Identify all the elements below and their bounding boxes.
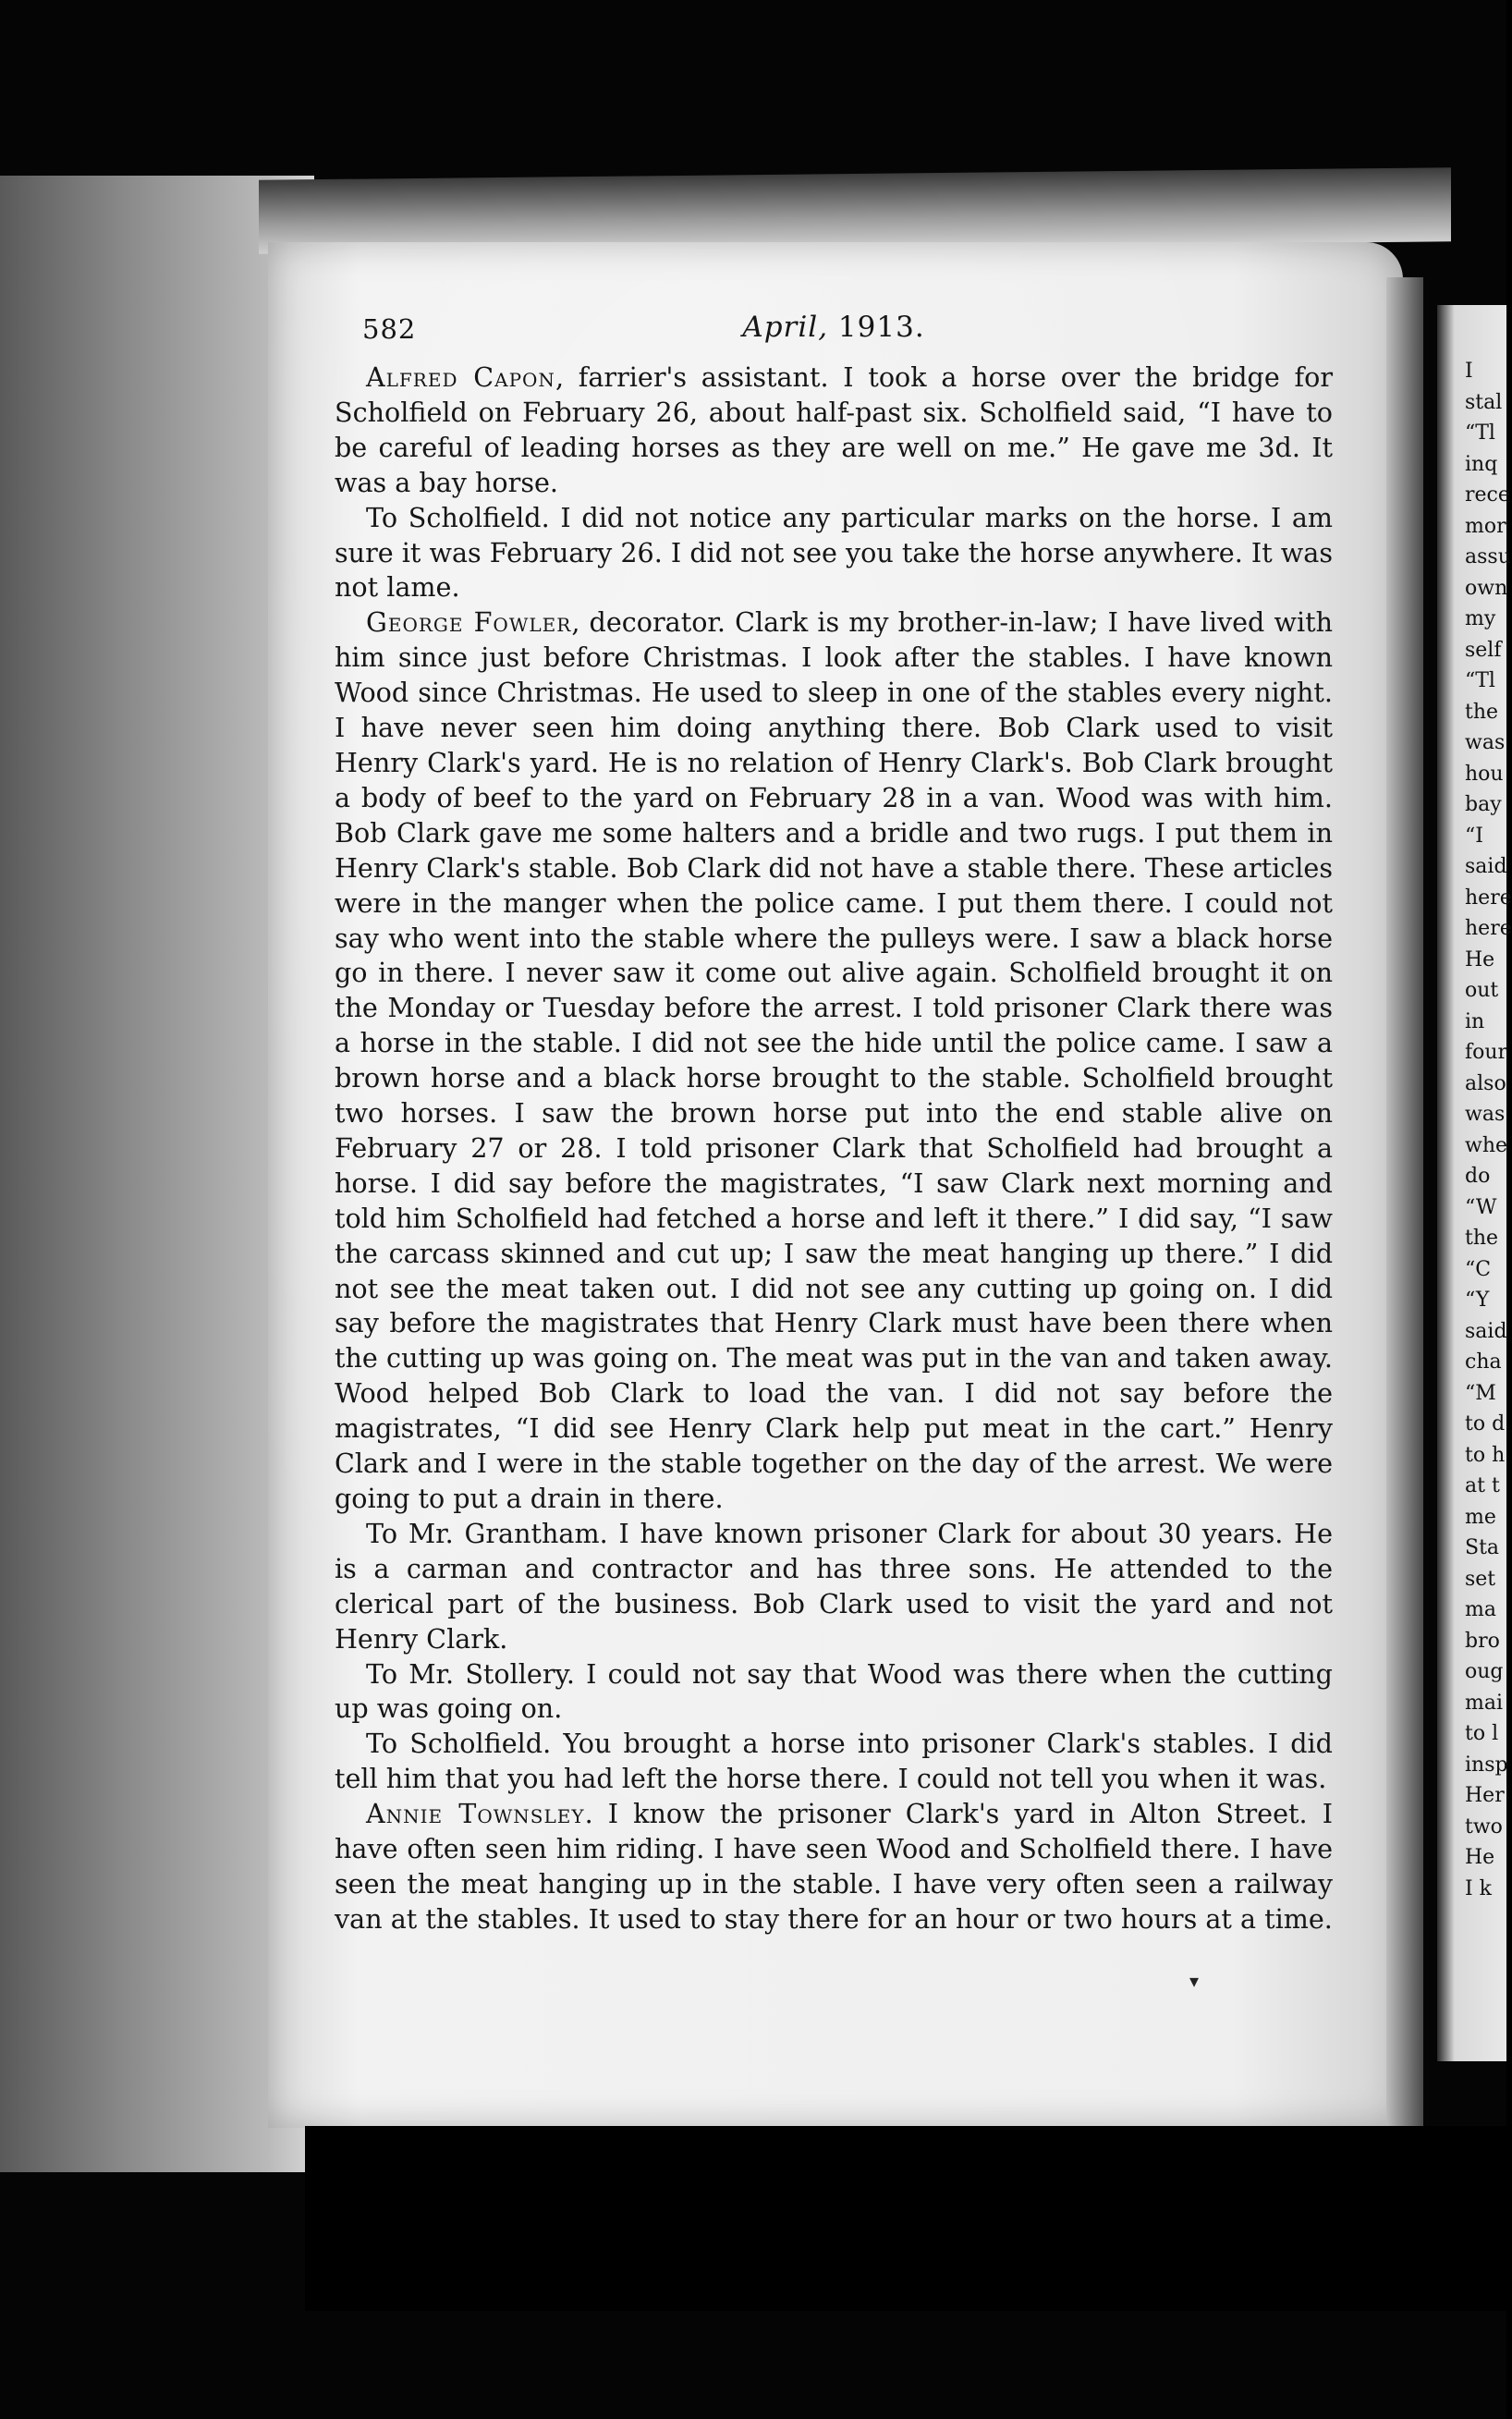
facing-page-line: inq — [1465, 452, 1498, 476]
page-header — [335, 305, 1333, 360]
facing-page-line: hou — [1465, 762, 1504, 786]
facing-page-line: the — [1465, 700, 1499, 724]
page-content — [335, 305, 1333, 1937]
facing-page-line: my — [1465, 607, 1496, 630]
facing-page-line: “C — [1465, 1257, 1492, 1281]
facing-page-line: I — [1465, 360, 1473, 383]
speaker-name: George Fowler — [366, 606, 572, 639]
facing-page-line: bro — [1465, 1629, 1500, 1653]
paragraph-text: To Scholfield. I did not notice any particular marks on the horse. I am sure it was February 26. I did not see you take the horse anywhere. It was not lame. — [335, 501, 1333, 604]
facing-page-line: set — [1465, 1567, 1496, 1591]
paragraph-to-scholfield-1 — [335, 501, 1333, 606]
page-gutter-shadow — [1386, 277, 1423, 2135]
facing-page-line: assu — [1465, 545, 1511, 568]
facing-page-line: four — [1465, 1041, 1508, 1064]
facing-page-line: two — [1465, 1814, 1503, 1839]
paragraph-capon — [335, 360, 1333, 501]
facing-page-line: me — [1465, 1505, 1496, 1529]
paragraph-to-scholfield-2 — [335, 1727, 1333, 1797]
paragraph-text: . I know the prisoner Clark's yard in Alton Street. I have often seen him riding. I have seen Wood and Scholfield there. I have seen the meat hanging up in the stable. I have very often seen a railway van at the stables. It used to stay there for an hour or two hours at a time. — [335, 1798, 1333, 1935]
facing-page-line: Sta — [1465, 1536, 1500, 1559]
running-head-year: 1913. — [837, 311, 925, 344]
paragraph-text: , decorator. Clark is my brother-in-law; I have lived with him since just before Christmas. I look after the stables. I have known Wood since Christmas. He used to sleep in one of the stables every night. I have never seen him doing anything there. Bob Clark used to visit Henry Clark's yard. He is no relation of Henry Clark's. Bob Clark brought a body of beef to the yard on February 28 in a van. Wood was with him. Bob Clark gave me some halters and a bridle and two rugs. I put them in Henry Clark's stable. Bob Clark did not have a stable there. These articles were in the manger when the police came. I put them there. I could not say who went into the stable where the pulleys were. I saw a black horse go in there. I never saw it come out alive again. Scholfield brought it on the Monday or Tuesday before the arrest. I told prisoner Clark there was a horse in the stable. I did not see the hide until the police came. I saw a brown horse and a black horse brought to the stable. Scholfield brought two horses. I saw the brown horse put into the end stable alive on February 27 or 28. I told prisoner Clark that Scholfield had brought a horse. I did say before the magistrates, “I saw Clark next morning and told him Scholfield had fetched a horse and left it there.” I did say, “I saw the carcass skinned and cut up; I saw the meat hanging up there.” I did not see the meat taken out. I did not see any cutting up going on. I did say before the magistrates that Henry Clark must have been there when the cutting up was going on. The meat was put in the van and taken away. Wood helped Bob Clark to load the van. I did not say before the magistrates, “I did see Henry Clark help put meat in the cart.” Henry Clark and I were in the stable together on the day of the arrest. We were going to put a drain in there. — [335, 606, 1333, 1514]
running-head — [335, 311, 1333, 346]
facing-page-line: rece — [1465, 483, 1510, 507]
paragraph-text: To Mr. Grantham. I have known prisoner Clark for about 30 years. He is a carman and contractor and has three sons. He attended to the clerical part of the business. Bob Clark used to visit the yard and not Henry Clark. — [335, 1517, 1333, 1655]
facing-page-line: whe — [1465, 1133, 1508, 1157]
facing-page-line: own — [1465, 576, 1508, 600]
paragraph-to-grantham — [335, 1517, 1333, 1657]
paragraph-text: To Scholfield. You brought a horse into prisoner Clark's stables. I did tell him that you had left the horse there. I could not tell you when it was. — [335, 1728, 1333, 1795]
speaker-name: Alfred Capon — [366, 361, 555, 393]
paragraph-to-stollery — [335, 1657, 1333, 1728]
facing-page-line: at t — [1465, 1474, 1500, 1497]
facing-page-line: “W — [1465, 1195, 1497, 1219]
facing-page-line: was — [1465, 731, 1506, 754]
facing-page-line: “M — [1465, 1381, 1496, 1405]
facing-page-line: do — [1465, 1165, 1491, 1188]
facing-page-line: “Y — [1465, 1289, 1490, 1312]
stray-ink-mark: ▾ — [1189, 1970, 1200, 1992]
facing-page-line: “I — [1465, 824, 1483, 848]
facing-page-line: cha — [1465, 1350, 1502, 1374]
facing-page-line: I k — [1465, 1876, 1493, 1900]
facing-page-strip — [1437, 305, 1512, 2061]
facing-page-line: to h — [1465, 1443, 1506, 1467]
facing-page-line: “Tl — [1465, 421, 1495, 445]
facing-page-line: also — [1465, 1071, 1506, 1095]
facing-page-line: ma — [1465, 1598, 1496, 1621]
paragraph-fowler — [335, 605, 1333, 1517]
speaker-name: Annie Townsley — [366, 1798, 585, 1830]
facing-page-line: bay — [1465, 793, 1502, 816]
facing-page-line: was — [1465, 1103, 1506, 1126]
facing-page-line: the — [1465, 1227, 1499, 1250]
facing-page-line: said — [1465, 1319, 1507, 1343]
facing-page-line: insp — [1465, 1753, 1508, 1777]
facing-page-line: self — [1465, 638, 1502, 662]
paragraph-townsley — [335, 1797, 1333, 1937]
facing-page-line: mai — [1465, 1691, 1504, 1715]
running-head-month: April, — [742, 311, 829, 344]
facing-page-line: stal — [1465, 390, 1503, 414]
book-binding-left — [0, 176, 314, 2172]
facing-page-text — [1465, 356, 1512, 1904]
paragraph-text: , farrier's assistant. I took a horse over the bridge for Scholfield on February 26, about half-past six. Scholfield said, “I have to be careful of leading horses as they are well on me.” He gave me 3d. It was a bay horse. — [335, 361, 1333, 498]
facing-page-line: mor — [1465, 514, 1506, 538]
facing-page-line: here — [1465, 917, 1512, 940]
facing-page-line: “Tl — [1465, 669, 1495, 692]
bottom-shadow — [305, 2126, 1506, 2311]
page-number: 582 — [362, 313, 417, 345]
facing-page-line: said — [1465, 855, 1507, 878]
facing-page-line: to l — [1465, 1722, 1499, 1745]
book-binding-top — [259, 167, 1451, 254]
facing-page-line: oug — [1465, 1660, 1504, 1683]
facing-page-line: He — [1465, 947, 1495, 971]
facing-page-line: out — [1465, 979, 1499, 1002]
facing-page-line: here — [1465, 886, 1512, 910]
paragraph-text: To Mr. Stollery. I could not say that Wood was there when the cutting up was going on. — [335, 1657, 1333, 1725]
facing-page-line: Her — [1465, 1784, 1505, 1807]
facing-page-line: in — [1465, 1009, 1485, 1033]
testimony-body — [335, 360, 1333, 1937]
facing-page-line: to d — [1465, 1412, 1506, 1436]
facing-page-line: He — [1465, 1846, 1495, 1869]
